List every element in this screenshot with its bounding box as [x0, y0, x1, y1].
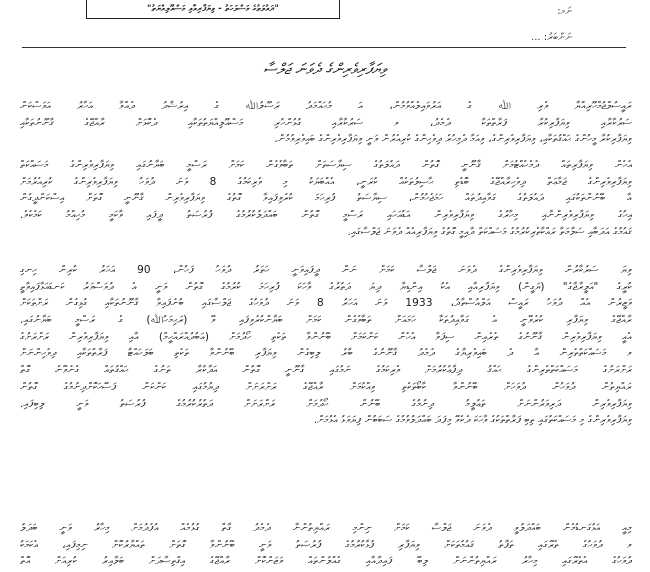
text-line: އާ ބޭނުންތަކުގައި ދައުލަތުގެ ގަވާއިދުތައް ހަމަޖެހުމުން، ސިޔާސަތު ފުރިހަމަ ކުރެވިފައިވާ ގޮތުގެ ވިޔަފާރިވެރިން ޤާނޫނީ ގޮތަށް އިސްކަންދީގެން: [20, 192, 632, 205]
text-line: ވިޔަ ސަރުކާރުން ވިޔަފާރިވެރިންގެ ދެވަނަ ޖަލްސާ ކަމަށް ނަން ދީފައިވަނީ ހަތަރު ދުވަހު ފަހުން، 90 އަހަރު ކުރިން ހިނގި: [20, 264, 632, 276]
text-line: ސަރުކާރާއި ވިޔަފާރިކުރާ ފަރާތްތަކާ ދެމެދު، ވ ސަރުކާރާއި ގުޅުންހުރި މަސްއޫލިއްޔަތުތަކާއި ދެކޮޅަށް ރާއްޖޭގެ ޤާނޫނުތަކާއި: [20, 116, 632, 129]
text-line: އެހެން ވިޔަފާރިތައް ދެމެހެއްޓުމަށް ޤާނޫނީ ގޮތުން ދައުލަތުގެ ސިޔާސަތަށް ތަބާވެގެން ކަމަށް ރަސްމީ ބަޔާނުގައި ވިޔަފާރިވެރިންގެ މަސައްކަތް: [20, 159, 632, 171]
text-line: ކުރީގެ "އަލީރާޖާގެ" (ޔަގީން) ވިޔަފާރިއާއި އެކު އިންޑިޔާ ދިޔަ ދަތުރުގެ ވާހަކަ ފުރިހަމަ ކުރުމުގެ ގޮތުން ވަނީ އެ ދުވަސްވަރު ކަނޑައަޅާފައިވާތީ: [20, 280, 632, 293]
header-meta-label: ނަމ:: [557, 6, 572, 17]
text-line: ރާއްޖޭގެ ވިޔަފާރި ކުރެވޭނީ އެ ގަވާއިދުތަކާ ހަމައަށް ތަބާވެގެން ކަމަށް ބަޔާންކުރެވިފައި ވޭ (ރަޙިމަހުﷲ) ގެ ރަސްމީ ބަޔާނުގައި.: [20, 314, 632, 327]
header-banner: "ދައުލަތުގެ މަސްލަހަތު - ވިޔަފާރިއާއި މަސްއޫލިއްޔަތު": [86, 0, 340, 19]
text-line: ވ މަސައްކަތްތެރިން އާ ދެ ބައިވެރިޔާގެ ދެމެދު ޤާނޫނުގެ ބާރު ލިބިގެން ވިޔަފާރި ބޭނުންވާ ތަކެތި ބަލަހައްޓާ ފަރާތްތަކާއި ދިވެހިންނަށް: [20, 347, 632, 360]
text-line: އިހުގެ ވިޔަފާރިވެރިންނާއި މިހާރުގެ ވިޔަފާރިވެރިން އަޑުއަހައި ރަސްމީ ގޮތުން ބައްދަލުކުރުމުގެ ފުރުޞަތު ދީފައި ވާކަމީ މުހިއްމު ކަމެކެވެ.: [20, 209, 632, 222]
paragraph-4: [20, 520, 632, 570]
text-line: ވިޔަފާރިކުރާ މީހުންގެ ޙައްޤުތަކާއި، ވިޔަފާރިވެރިންގެ، ވިއަމާ ދެމިހުރެ ދިވެހިންގެ ކުރިއެރުން ވަނީ ވިޔަފާރިވެރިންގެ ބައިވެރިވުމުން.: [274, 133, 632, 146]
text-line: އެއީ ވިޔަފާރިވެރިން ޤާނޫނުގެ ތެރެއިން ސިފަވާ އެހެން ކަންކަމަށް ބޭނުންވާ ތަކެތި ހޯދުމަށް (އަބުދުއްރައްޙީމް) އާއި ވިޔަފާރިވެރިން ރަށްރަށުގެ: [20, 330, 632, 343]
document-title: ވިޔަފާރިވެރިންގެ ދެވަނަ ޖަލްސާ: [263, 60, 387, 78]
paragraph-3: [20, 262, 632, 429]
text-line: ވަޒީރުން އެއް ދުވަހު ރައީސް އަލްއުސްތާޛު، 1933 ވަނަ އަހަރު 8 ވަނަ ދުވަހުގެ ޖަލްސާގައި ބުނެފައިވާ ޤާނޫނުތަކާއި ގުޅިގެން ރަށްތަކަށް: [20, 297, 632, 310]
text-line: ރައްޔިތުން ދުވަހުން ދުވަހަށް ބޭނުންވާ ކާބޯތަކެތި ވިއްކުމަށް ރާއްޖޭގެ ރަށްރަށަށް ދިޔުމުގައި ކަންކަން ފަސޭހަކޮށްދިނުމުގެ ގޮތުން: [20, 380, 632, 393]
paragraph-2: [20, 157, 632, 240]
text-line: ވ ދުވަހުގެ ތެރޭގައި ތަފާތު ޤައުމުތަކަށް ވިޔަފާރި ފުޅާކުރުމުގެ ފުރުޞަތު ވަނީ ބޭނުންވާ ގޮތަށް ތައްޔާރުކޮށް ނިމިފައި، އެކަމަކު: [20, 538, 632, 551]
text-line: ވިޔަފާރިވެރިންގެ މި މަސައްކަތުގައި ތިބި ފަރާތްތަކުގެ ވާހަކަ ދެކެވޭ މިފަދަ ބައްދަލުވުމުގެ ސަބަބުން ފިޔަވަޅު އެޅުމަށް.: [313, 414, 632, 427]
header-divider: [22, 47, 626, 48]
text-line: ވިޔަފާރިވެރިން ދަރިވަރުންނަށް ތަޢުލީމު ދިނުމުގެ ބޭނުން ހޯދުމަށް ރަށްރަށަށް ދަތުރުކުރުމުގެ ފުރުޞަތު ވަނީ ލިބިފައި.: [20, 397, 632, 410]
header-reference: ނަންބަރު: ...: [531, 32, 572, 43]
paragraph-1: [20, 98, 632, 148]
text-line: ރަށްރަށުގެ މަސައްކަތްތެރިންގެ ޙައްޤު ދިފާޢުކުރުމަށް ވެރިކަމުގެ ނަމުގައި ގާނޫނީ ގޮތުން އަދާކުރާ ތަނުގެ ޙައްޤުތައް ގެނެވޭނެ ގޮތް: [20, 364, 632, 377]
text-line: ދުވަހުގެ އެތެރޭގައި މިހާރު ރައްޔިތުންނަށް ލިބޭ ފައިދާއާއި ގެއްލުންތައް ވަޒަންކޮށް ރާއްޖޭގެ އިޤްތިޞާދަށް ބަލާއިރު ކުރިއަށް އޮތް: [20, 555, 632, 568]
text-line: ޤައުމުގެ އަދަބާއި ސަލާމަތާ ރައްކާތެރިކުރުމުގެ މަސައްކަތް ދާއިމީ ގޮތުގެ ވިޔަފާރިއެއް ދެވަނަ ޖަލްސާގައި.: [347, 225, 632, 238]
text-line: ވިޔަފާރިވެރިންގެ ޖަމާޢަތް ދިވެހިރާއްޖޭގެ ބޮޑެތި ޙާޞިލުތަކެއް ކުރަނީ، އެއްބަޔަކު މި ވެރިކަމުގެ 8 ވަނަ ދުވަހު ވިޔަފާރިވެރިންގެ ކުރިއެރުމަށް: [20, 175, 632, 188]
text-line: މިއީ އަޅުގަނޑުމެން ބައްދަލުވީ ދެވަނަ ޖަލްސާ ކަމަށް ނިންމި ރައްޔިތުންނާ ދެމެދު ގާތް ގުޅުމެއް އުފެދުމަށް މިހާރު ވަނީ ބަދަލު: [20, 522, 632, 534]
text-line: ރައީސުލްޖުމްހޫރިއްޔާ ވެރި ﷲ ގެ އަރުވައިލެއްވުމުން، އަ މުޙައްމަދު ރަސޫލުﷲ ގެ އިރުޝާދު ދެއްވާ އަހާރު އަވަސްކަން: [20, 100, 632, 112]
